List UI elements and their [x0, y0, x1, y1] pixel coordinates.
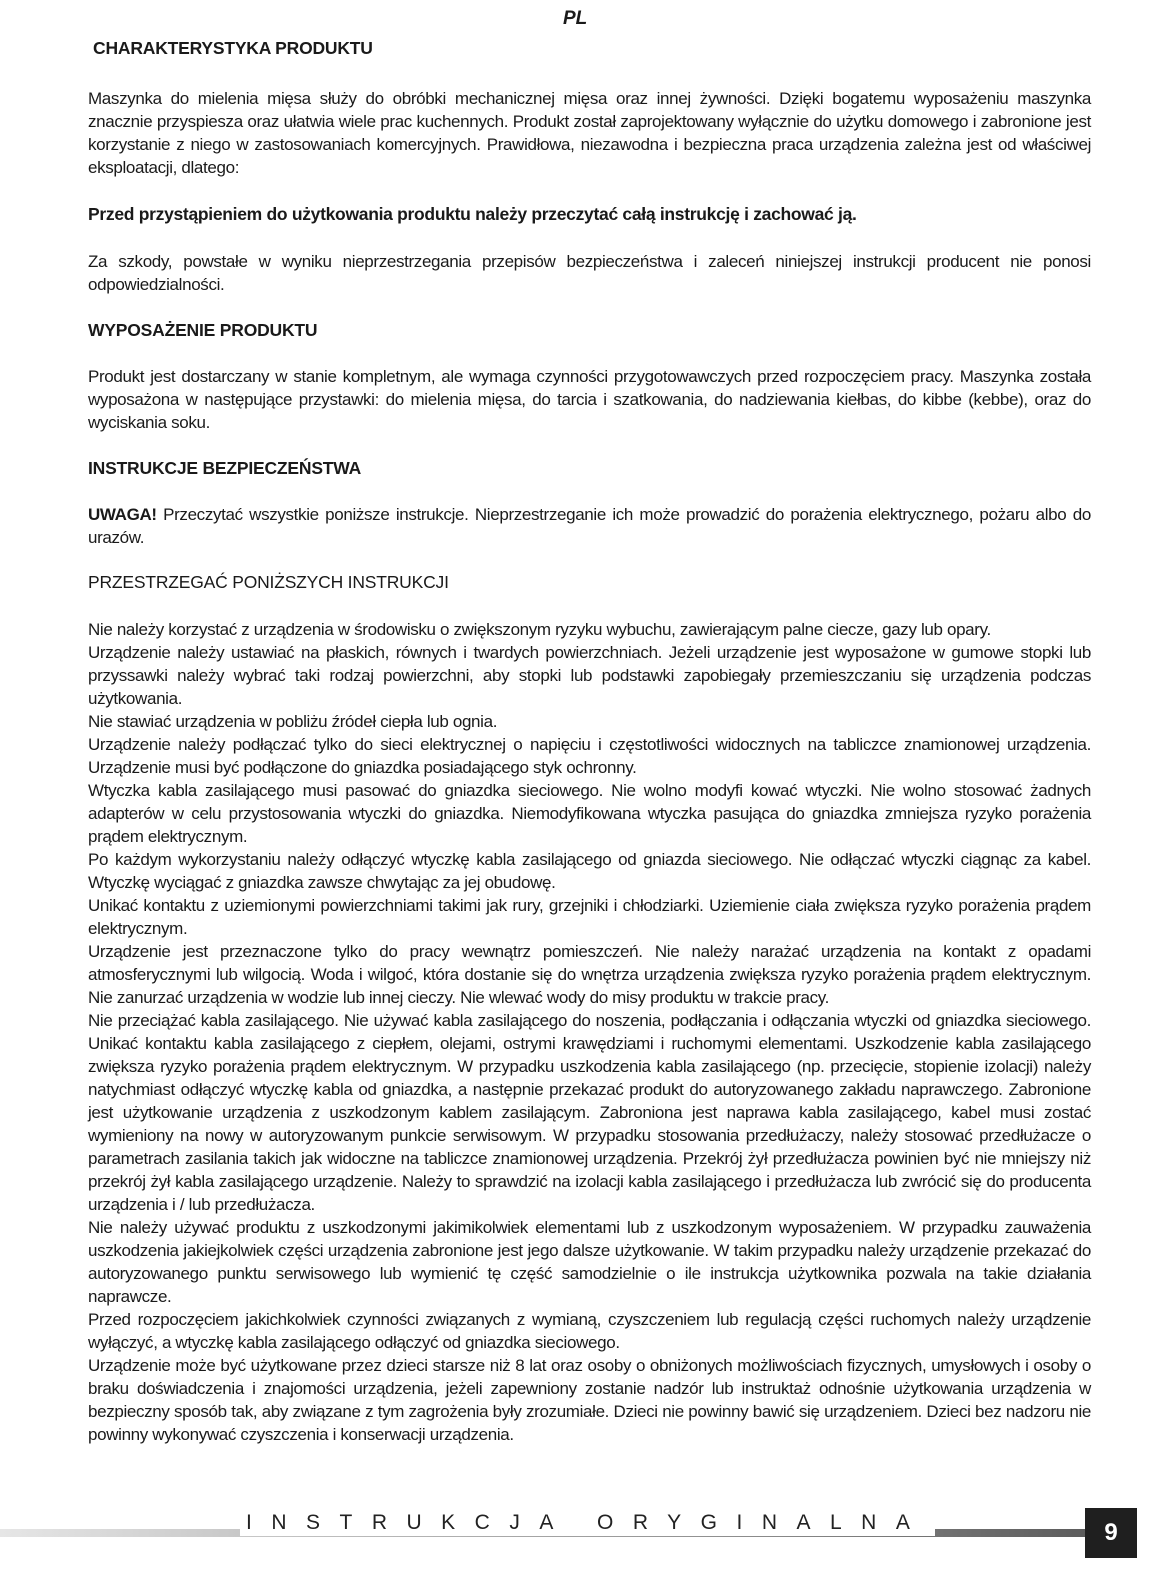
safety-item: Urządzenie jest przeznaczone tylko do pracy wewnątrz pomieszczeń. Nie należy narażać urządzenia na kontakt z opadami atmosferycznymi lub wilgocią. Woda i wilgoć, która dostanie się do wnętrza urządzenia zwiększa ryzyko porażenia prądem elektrycznym. Nie zanurzać urządzenia w wodzie lub innej cieczy. Nie wlewać wody do misy produktu w trakcie pracy.	[88, 942, 1091, 1007]
section-title-safety: INSTRUKCJE BEZPIECZEŃSTWA	[88, 458, 362, 478]
safety-item: Po każdym wykorzystaniu należy odłączyć wtyczkę kabla zasilającego od gniazda sieciowego. Nie odłączać wtyczki ciągnąc za kabel. Wtyczkę wyciągać z gniazdka zawsze chwytając za jej obudowę.	[88, 850, 1091, 892]
warning-paragraph	[88, 503, 1091, 549]
safety-subheading: PRZESTRZEGAĆ PONIŻSZYCH INSTRUKCJI	[88, 572, 449, 592]
safety-item: Przed rozpoczęciem jakichkolwiek czynności związanych z wymianą, czyszczeniem lub regulacją części ruchomych należy urządzenie wyłączyć, a wtyczkę kabla zasilającego odłączyć od gniazdka sieciowego.	[88, 1310, 1091, 1352]
safety-item: Urządzenie należy ustawiać na płaskich, równych i twardych powierzchniach. Jeżeli urządzenie jest wyposażone w gumowe stopki lub przyssawki należy wybrać taki rodzaj powierzchni, aby stopki lub podstawki zapobiegały przemieszczaniu się urządzenia podczas użytkowania.	[88, 643, 1091, 708]
section-title-characteristics: CHARAKTERYSTYKA PRODUKTU	[93, 38, 373, 58]
safety-item: Wtyczka kabla zasilającego musi pasować do gniazdka sieciowego. Nie wolno modyfi kować wtyczki. Nie wolno stosować żadnych adapterów w celu przystosowania wtyczki do gniazdka. Niemodyfikowana wtyczka pasująca do gniazdka zmniejsza ryzyko porażenia prądem elektrycznym.	[88, 781, 1091, 846]
safety-item: Nie należy korzystać z urządzenia w środowisku o zwiększonym ryzyku wybuchu, zawierającym palne ciecze, gazy lub opary.	[88, 620, 991, 639]
safety-item: Nie przeciążać kabla zasilającego. Nie używać kabla zasilającego do noszenia, podłączania i odłączania wtyczki od gniazdka sieciowego. Unikać kontaktu kabla zasilającego z ciepłem, olejami, ostrymi krawędziami i ruchomymi elementami. Uszkodzenie kabla zasilającego zwiększa ryzyko porażenia prądem elektrycznym. W przypadku uszkodzenia kabla zasilającego (np. przecięcie, stopienie izolacji) należy natychmiast odłączyć wtyczkę kabla od gniazdka, a następnie przekazać produkt do autoryzowanego zakładu naprawczego. Zabronione jest użytkowanie urządzenia z uszkodzonym kablem zasilającym. Zabroniona jest naprawa kabla zasilającego, kabel musi zostać wymieniony na nowy w autoryzowanym punkcie serwisowym. W przypadku stosowania przedłużaczy, należy stosować przedłużacze o parametrach zasilania takich jak widoczne na tabliczce znamionowej urządzenia. Przekrój żył przedłużacza powinien być nie mniejszy niż przekrój żył kabla zasilającego urządzenie. Należy to sprawdzić na izolacji kabla zasilającego i przedłużacza lub zwrócić się do producenta urządzenia i / lub przedłużacza.	[88, 1011, 1091, 1214]
footer-original-instruction: INSTRUKCJA ORYGINALNA	[240, 1510, 935, 1536]
safety-item: Urządzenie należy podłączać tylko do sieci elektrycznej o napięciu i częstotliwości widocznych na tabliczce znamionowej urządzenia. Urządzenie musi być podłączone do gniazdka posiadającego styk ochronny.	[88, 735, 1091, 777]
language-code: PL	[563, 8, 588, 29]
page-content	[88, 38, 1091, 1446]
safety-item: Unikać kontaktu z uziemionymi powierzchniami takimi jak rury, grzejniki i chłodziarki. Uziemienie ciała zwiększa ryzyko porażenia prądem elektrycznym.	[88, 896, 1091, 938]
liability-paragraph: Za szkody, powstałe w wyniku nieprzestrzegania przepisów bezpieczeństwa i zaleceń niniejszej instrukcji producent nie ponosi odpowiedzialności.	[88, 252, 1091, 294]
safety-item: Nie należy używać produktu z uszkodzonymi jakimikolwiek elementami lub z uszkodzonym wyposażeniem. W przypadku zauważenia uszkodzenia jakiejkolwiek części urządzenia zabronione jest jego dalsze użytkowanie. W takim przypadku należy urządzenie przekazać do autoryzowanego punktu serwisowego lub wymienić tę część samodzielnie o ile instrukcja użytkownika pozwala na takie działania naprawcze.	[88, 1218, 1091, 1306]
safety-instructions-list	[88, 618, 1091, 1446]
section-title-equipment: WYPOSAŻENIE PRODUKTU	[88, 320, 318, 340]
safety-item: Urządzenie może być użytkowane przez dzieci starsze niż 8 lat oraz osoby o obniżonych możliwościach fizycznych, umysłowych i osoby o braku doświadczenia i znajomości urządzenia, jeżeli zapewniony zostanie nadzór lub instruktaż odnośnie użytkowania urządzenia w bezpieczny sposób tak, aby związane z tym zagrożenia były zrozumiałe. Dzieci nie powinny bawić się urządzeniem. Dzieci bez nadzoru nie powinny wykonywać czyszczenia i konserwacji urządzenia.	[88, 1356, 1091, 1444]
warning-text: Przeczytać wszystkie poniższe instrukcje. Nieprzestrzeganie ich może prowadzić do porażenia elektrycznego, pożaru albo do urazów.	[88, 505, 1091, 547]
characteristics-paragraph: Maszynka do mielenia mięsa służy do obróbki mechanicznej mięsa oraz innej żywności. Dzięki bogatemu wyposażeniu maszynka znacznie przyspiesza oraz ułatwia wiele prac kuchennych. Produkt został zaprojektowany wyłącznie do użytku domowego i zabronione jest korzystanie z niego w zastosowaniach komercyjnych. Prawidłowa, niezawodna i bezpieczna praca urządzenia zależna jest od właściwej eksploatacji, dlatego:	[88, 89, 1091, 177]
safety-item: Nie stawiać urządzenia w pobliżu źródeł ciepła lub ognia.	[88, 712, 498, 731]
page-number: 9	[1085, 1508, 1137, 1558]
warning-label: UWAGA!	[88, 505, 157, 524]
read-instructions-notice: Przed przystąpieniem do użytkowania produktu należy przeczytać całą instrukcję i zachować ją.	[88, 204, 857, 224]
equipment-paragraph: Produkt jest dostarczany w stanie kompletnym, ale wymaga czynności przygotowawczych przed rozpoczęciem pracy. Maszynka została wyposażona w następujące przystawki: do mielenia mięsa, do tarcia i szatkowania, do nadziewania kiełbas, do kibbe (kebbe), oraz do wyciskania soku.	[88, 367, 1091, 432]
